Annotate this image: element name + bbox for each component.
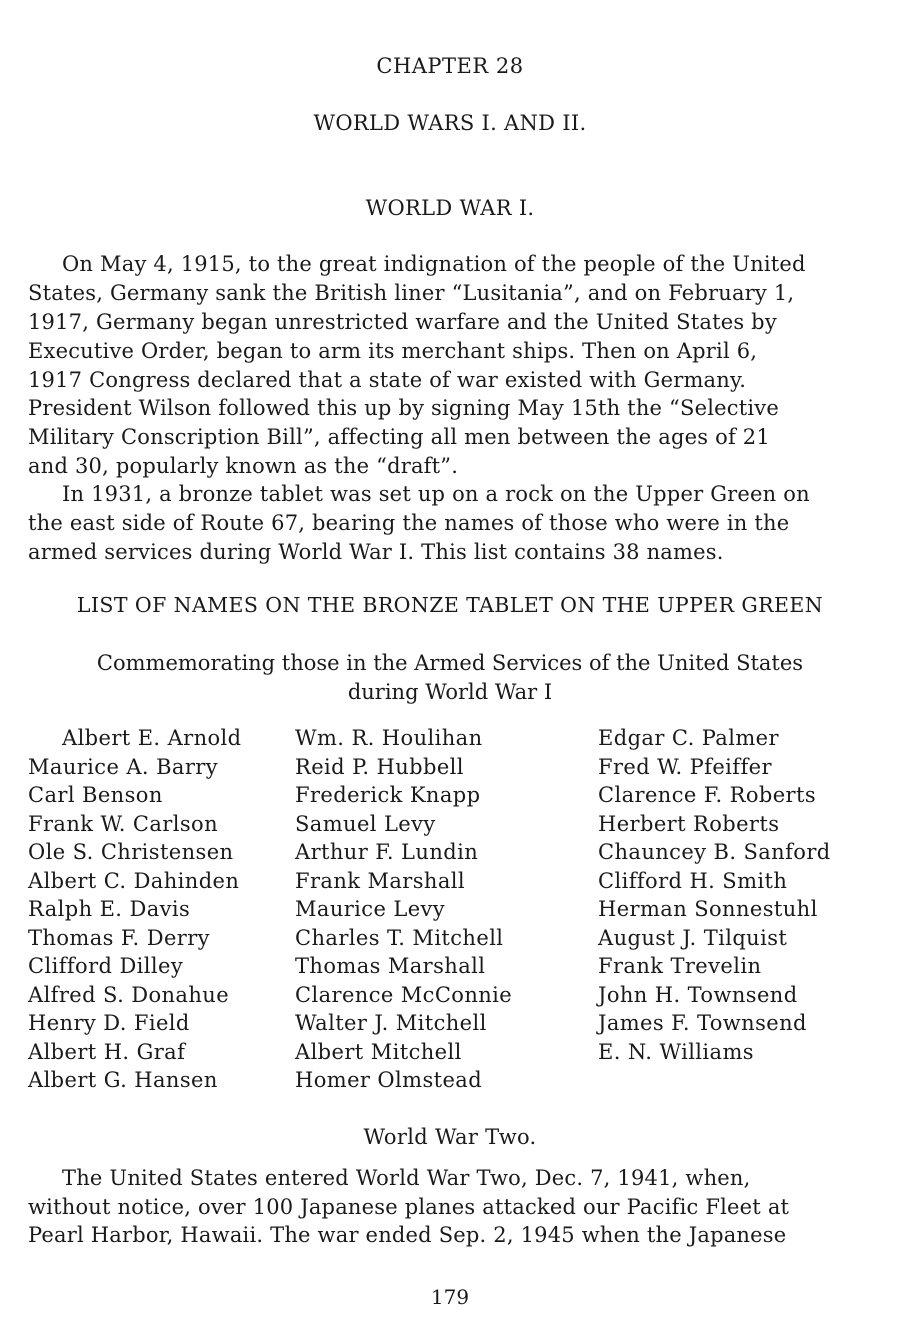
list-item: Alfred S. Donahue — [28, 982, 230, 1007]
list-item: Clifford Dilley — [28, 954, 184, 978]
paragraph-line: 1917, Germany began unrestricted warfare and the United States by — [28, 310, 777, 334]
paragraph-line: the east side of Route 67, bearing the names of those who were in the — [28, 511, 790, 535]
section-heading-ww2: World War Two. — [363, 1125, 537, 1149]
list-item: Homer Olmstead — [295, 1068, 483, 1092]
paragraph-line: and 30, popularly known as the “draft”. — [28, 454, 459, 478]
list-item: Herbert Roberts — [598, 811, 780, 836]
list-item: Clifford H. Smith — [598, 868, 788, 893]
section-heading-ww1: WORLD WAR I. — [365, 196, 535, 220]
list-item: Herman Sonnestuhl — [598, 897, 818, 921]
list-item: James F. Townsend — [598, 1011, 807, 1035]
commemoration-line: Commemorating those in the Armed Services of the United States — [96, 651, 804, 675]
list-item: Chauncey B. Sanford — [598, 840, 831, 864]
names-column-3 — [598, 724, 831, 1066]
list-item: August J. Tilquist — [598, 925, 788, 950]
page-number: 179 — [430, 1285, 470, 1309]
list-item: Maurice A. Barry — [28, 754, 218, 779]
list-item: Clarence F. Roberts — [598, 783, 816, 807]
list-item: Frank W. Carlson — [28, 811, 219, 836]
list-item: Clarence McConnie — [295, 982, 513, 1007]
paragraph-line: States, Germany sank the British liner “Lusitania”, and on February 1, — [28, 281, 795, 305]
list-item: Samuel Levy — [295, 811, 436, 836]
list-item: John H. Townsend — [598, 982, 798, 1007]
names-column-2 — [295, 724, 512, 1095]
paragraph-line: In 1931, a bronze tablet was set up on a rock on the Upper Green on — [62, 482, 810, 506]
list-item: Frederick Knapp — [295, 783, 481, 807]
chapter-title: WORLD WARS I. AND II. — [313, 111, 587, 135]
list-item: Thomas F. Derry — [28, 925, 210, 950]
paragraph-line: 1917 Congress declared that a state of war existed with Germany. — [28, 368, 747, 392]
list-item: Albert G. Hansen — [28, 1068, 218, 1092]
list-item: Albert H. Graf — [28, 1039, 186, 1064]
list-item: Ralph E. Davis — [28, 897, 191, 921]
paragraph-line: armed services during World War I. This list contains 38 names. — [28, 540, 724, 564]
list-item: Carl Benson — [28, 783, 163, 807]
list-item: Maurice Levy — [295, 897, 446, 921]
list-item: Albert C. Dahinden — [28, 868, 240, 893]
paragraph-line: The United States entered World War Two, Dec. 7, 1941, when, — [62, 1166, 751, 1190]
paragraph-line: without notice, over 100 Japanese planes attacked our Pacific Fleet at — [28, 1195, 790, 1219]
paragraph-line: Pearl Harbor, Hawaii. The war ended Sep. 2, 1945 when the Japanese — [28, 1223, 787, 1247]
list-item: E. N. Williams — [598, 1039, 754, 1064]
list-item: Albert Mitchell — [295, 1039, 462, 1064]
list-item: Edgar C. Palmer — [598, 726, 779, 750]
commemoration-line: during World War I — [347, 680, 553, 704]
list-item: Thomas Marshall — [295, 954, 486, 978]
names-column-1 — [28, 724, 242, 1095]
list-item: Frank Trevelin — [598, 954, 762, 978]
list-item: Arthur F. Lundin — [295, 840, 479, 864]
chapter-number: CHAPTER 28 — [376, 54, 524, 78]
list-item: Frank Marshall — [295, 868, 465, 893]
paragraph-line: Executive Order, began to arm its merchant ships. Then on April 6, — [28, 339, 758, 363]
list-item: Wm. R. Houlihan — [295, 726, 483, 750]
list-item: Walter J. Mitchell — [295, 1011, 487, 1035]
list-item: Albert E. Arnold — [62, 726, 242, 750]
paragraph-line: President Wilson followed this up by signing May 15th the “Selective — [28, 396, 779, 420]
list-item: Ole S. Christensen — [28, 840, 234, 864]
paragraph-line: On May 4, 1915, to the great indignation of the people of the United — [62, 252, 806, 276]
list-item: Fred W. Pfeiffer — [598, 754, 772, 779]
paragraph-line: Military Conscription Bill”, affecting all men between the ages of 21 — [28, 425, 770, 449]
list-item: Henry D. Field — [28, 1011, 190, 1035]
list-heading: LIST OF NAMES ON THE BRONZE TABLET ON THE UPPER GREEN — [76, 593, 824, 617]
list-item: Reid P. Hubbell — [295, 754, 464, 779]
list-item: Charles T. Mitchell — [295, 925, 504, 950]
